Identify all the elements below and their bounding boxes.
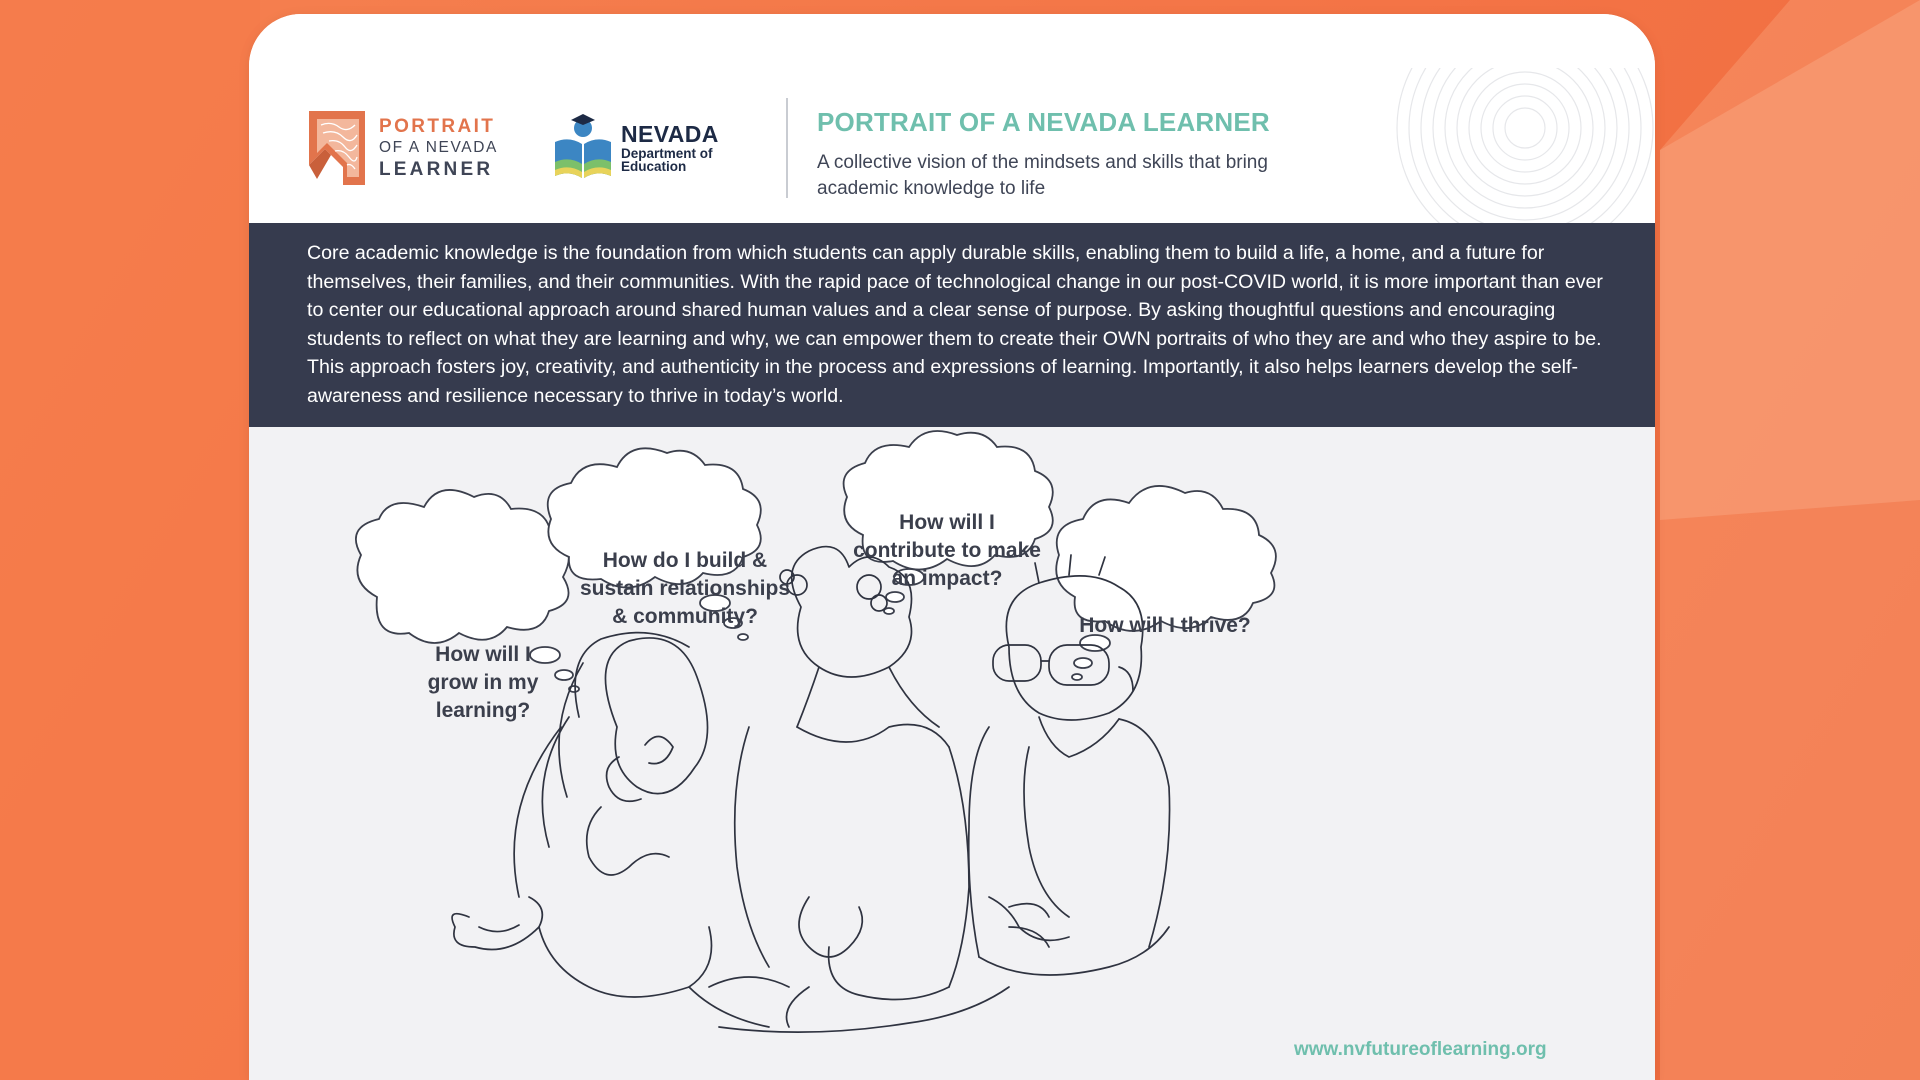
bubble-text-contribute: How will I contribute to make an impact? [853, 511, 1041, 590]
nde-logo-line2: Department of [621, 145, 713, 161]
intro-paragraph: Core academic knowledge is the foundation from which students can apply durable skills, enabling them to build a life, a home, and a future for themselves, their families, and their communities. With the rapid pace of technological change in our post-COVID world, it is more important than ever to center our educational approach around shared human values and a clear sense of purpose. By asking thoughtful questions and encouraging students to reflect on what they are learning and why, we can empower them to create their OWN portraits of who they are and who they aspire to be. This approach fosters joy, creativity, and authenticity in the process and expressions of learning. Importantly, it also helps learners develop the self-awareness and resilience necessary to thrive in today’s world. [307, 242, 1603, 407]
header [249, 14, 1655, 223]
poster-card [249, 14, 1655, 1080]
page-title: PORTRAIT OF A NEVADA LEARNER [817, 107, 1270, 137]
header-divider [786, 98, 788, 198]
nde-logo-line3: Education [621, 159, 687, 174]
bubble-text-relationships: How do I build & sustain relationships & community? [579, 549, 791, 628]
footer-url-link[interactable]: www.nvfutureoflearning.org [1294, 1039, 1547, 1060]
nde-logo [551, 112, 719, 184]
bubble-text-grow: How will I grow in my learning? [427, 643, 539, 722]
nevada-map-icon [307, 109, 367, 187]
thought-bubble-4 [1056, 486, 1276, 680]
portrait-logo-line3: LEARNER [379, 158, 494, 180]
portrait-logo [307, 109, 498, 187]
nde-logo-line1: NEVADA [621, 120, 719, 147]
decorative-rings [1355, 68, 1655, 228]
line-art-students [452, 547, 1170, 1033]
bubble-text-thrive: How will I thrive? [1079, 614, 1251, 637]
nde-book-icon [551, 112, 615, 184]
page-subtitle: A collective vision of the mindsets and skills that bring academic knowledge to life [817, 152, 1268, 199]
portrait-logo-line2: OF A NEVADA [379, 139, 498, 157]
portrait-logo-line1: PORTRAIT [379, 116, 496, 138]
